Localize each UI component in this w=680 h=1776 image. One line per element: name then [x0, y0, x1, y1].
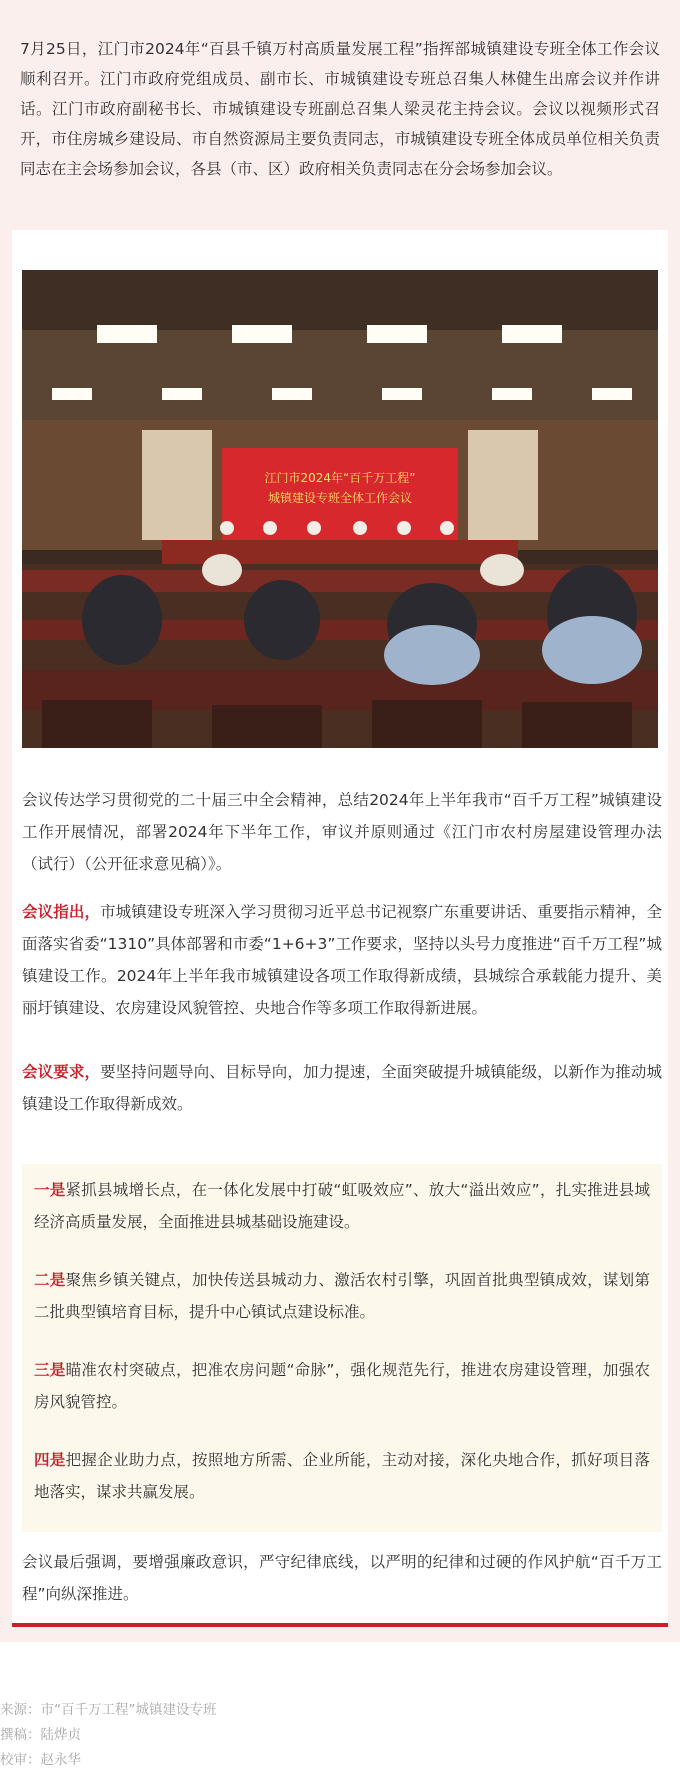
- list-item: [34, 1174, 650, 1238]
- author-line: 撰稿：陆烨贞: [0, 1727, 81, 1743]
- paragraph-closing: 会议最后强调，要增强廉政意识，严守纪律底线，以严明的纪律和过硬的作风护航“百千万工程”向纵深推进。: [22, 1553, 662, 1603]
- source-line: 来源：市“百千万工程”城镇建设专班: [0, 1702, 217, 1718]
- photo-banner-line2: 城镇建设专班全体工作会议: [267, 491, 413, 505]
- meeting-required-body: 要坚持问题导向、目标导向，加力提速，全面突破提升城镇能级，以新作为推动城镇建设工作取得新成效。: [22, 1063, 662, 1113]
- list-item-text: 聚焦乡镇关键点，加快传送县城动力、激活农村引擎，巩固首批典型镇成效，谋划第二批典型镇培育目标，提升中心镇试点建设标准。: [34, 1271, 650, 1321]
- list-item-text: 把握企业助力点，按照地方所需、企业所能，主动对接，深化央地合作，抓好项目落地落实，谋求共赢发展。: [34, 1451, 650, 1501]
- list-item-number: 四是: [34, 1451, 66, 1469]
- requirements-list: [22, 1164, 662, 1532]
- reviewer-line: 校审：赵永华: [0, 1752, 81, 1768]
- list-item: [34, 1264, 650, 1328]
- list-item: [34, 1444, 650, 1508]
- list-item: [34, 1354, 650, 1418]
- meeting-required-lead: 会议要求，: [22, 1063, 101, 1081]
- article-card: [12, 230, 668, 1627]
- intro-paragraph: 7月25日，江门市2024年“百县千镇万村高质量发展工程”指挥部城镇建设专班全体工作会议顺利召开。江门市政府党组成员、副市长、市城镇建设专班总召集人林健生出席会议并作讲话。江门市政府副秘书长、市城镇建设专班副总召集人梁灵花主持会议。会议以视频形式召开，市住房城乡建设局、市自然资源局主要负责同志，市城镇建设专班全体成员单位相关负责同志在主会场参加会议，各县（市、区）政府相关负责同志在分会场参加会议。: [20, 40, 660, 178]
- meeting-noted-lead: 会议指出，: [22, 903, 101, 921]
- paragraph-summary: 会议传达学习贯彻党的二十届三中全会精神，总结2024年上半年我市“百千万工程”城镇建设工作开展情况，部署2024年下半年工作，审议并原则通过《江门市农村房屋建设管理办法（试行）（公开征求意见稿）》。: [22, 791, 662, 873]
- meeting-photo: [22, 270, 658, 748]
- list-item-text: 紧抓县城增长点，在一体化发展中打破“虹吸效应”、放大“溢出效应”，扎实推进县域经济高质量发展，全面推进县城基础设施建设。: [34, 1181, 650, 1231]
- list-item-number: 二是: [34, 1271, 66, 1289]
- meeting-noted-body: 市城镇建设专班深入学习贯彻习近平总书记视察广东重要讲话、重要指示精神，全面落实省委“1310”具体部署和市委“1+6+3”工作要求，坚持以头号力度推进“百千万工程”城镇建设工作。2024年上半年我市城镇建设各项工作取得新成绩，县城综合承载能力提升、美丽圩镇建设、农房建设风貌管控、央地合作等多项工作取得新进展。: [22, 903, 662, 1017]
- paragraph-meeting-noted: [22, 896, 662, 1024]
- list-item-text: 瞄准农村突破点，把准农房问题“命脉”，强化规范先行，推进农房建设管理，加强农房风貌管控。: [34, 1361, 650, 1411]
- meeting-photo-illustration: [22, 270, 658, 748]
- photo-banner-line1: 江门市2024年“百千万工程”: [264, 471, 416, 485]
- list-item-number: 一是: [34, 1181, 66, 1199]
- list-item-number: 三是: [34, 1361, 66, 1379]
- paragraph-meeting-required: [22, 1056, 662, 1120]
